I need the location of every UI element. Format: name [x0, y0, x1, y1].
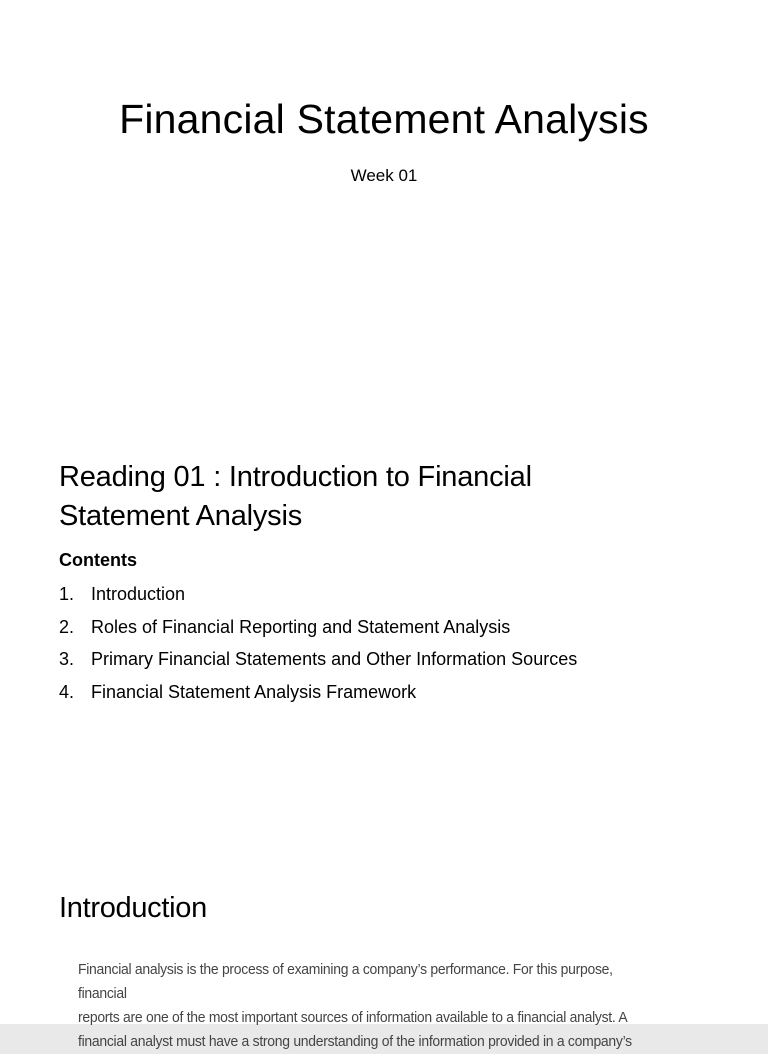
contents-item-label: Primary Financial Statements and Other Information Sources — [91, 649, 578, 669]
introduction-slide — [0, 858, 768, 1050]
contents-item-label: Financial Statement Analysis Framework — [91, 681, 417, 702]
contents-item-number: 4. — [59, 681, 75, 702]
paragraph-line: financial analyst must have a strong understanding of the information provided in a company’s — [78, 1033, 632, 1050]
contents-list — [59, 578, 577, 708]
introduction-paragraph — [78, 958, 655, 1054]
introduction-title: Introduction — [59, 892, 207, 924]
title-slide — [0, 0, 768, 432]
contents-item — [59, 676, 577, 709]
contents-item — [59, 611, 577, 644]
reading-title — [59, 458, 719, 536]
paragraph-line: reports are one of the most important sources of information available to a financial analyst. A — [78, 1009, 628, 1026]
slide-title: Financial Statement Analysis — [119, 96, 649, 142]
contents-item-number: 2. — [59, 616, 75, 637]
contents-item — [59, 643, 577, 676]
contents-slide — [0, 432, 768, 858]
contents-item — [59, 578, 577, 611]
reading-title-line-1: Reading 01 : Introduction to Financial — [59, 461, 532, 493]
contents-item-number: 1. — [59, 584, 75, 604]
contents-item-label: Introduction — [91, 584, 186, 604]
slide-subtitle: Week 01 — [350, 166, 418, 185]
contents-heading: Contents — [59, 550, 137, 570]
contents-item-label: Roles of Financial Reporting and Statement Analysis — [91, 616, 511, 637]
contents-item-number: 3. — [59, 649, 75, 669]
paragraph-line: Financial analysis is the process of examining a company’s performance. For this purpose, financial — [78, 961, 613, 1002]
reading-title-line-2: Statement Analysis — [59, 500, 303, 532]
